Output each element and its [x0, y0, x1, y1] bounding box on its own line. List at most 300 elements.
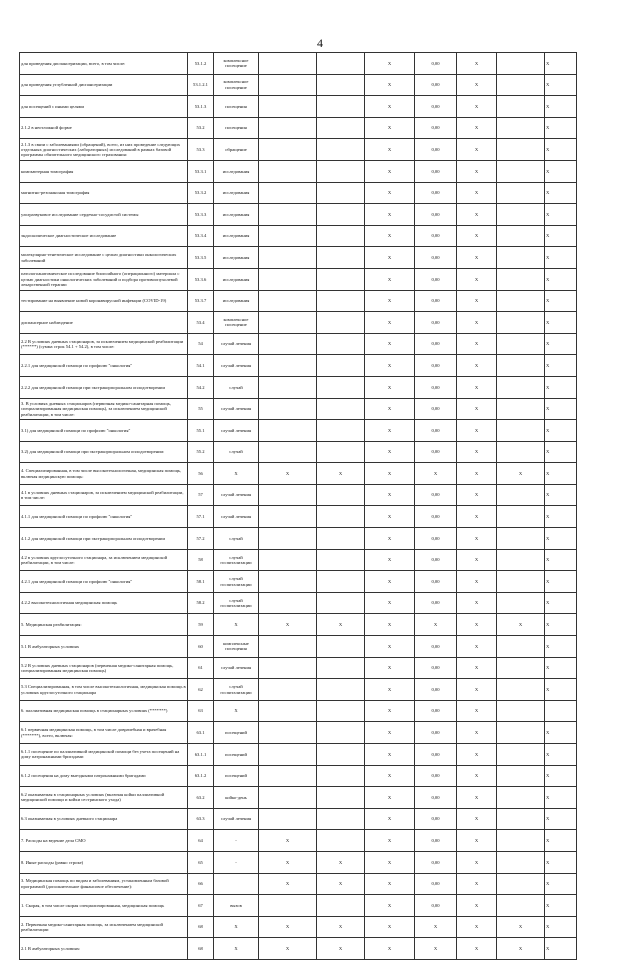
row-col7-cell: 0,00: [415, 592, 457, 614]
row-col7-cell: 0,00: [415, 851, 457, 873]
row-code-cell: 54.1: [188, 355, 214, 377]
row-col5-cell: X: [317, 873, 365, 895]
row-unit-cell: X: [214, 614, 259, 636]
row-col5-cell: [317, 484, 365, 506]
row-unit-cell: случай лечения: [214, 420, 259, 442]
row-col6-cell: X: [365, 938, 415, 960]
table-row: [20, 571, 577, 593]
row-col7-cell: 0,00: [415, 700, 457, 722]
row-col10-cell: X: [545, 312, 577, 334]
row-code-cell: 58.2: [188, 592, 214, 614]
row-col9-cell: [497, 247, 545, 269]
row-col8-cell: X: [457, 484, 497, 506]
row-name-cell: 4.2.1 для медицинской помощи по профилю "онкология": [20, 571, 188, 593]
row-col7-cell: 0,00: [415, 74, 457, 96]
row-col4-cell: [259, 74, 317, 96]
row-col4-cell: X: [259, 830, 317, 852]
table-row: [20, 787, 577, 809]
row-col4-cell: X: [259, 463, 317, 485]
row-col10-cell: X: [545, 636, 577, 658]
row-col7-cell: 0,00: [415, 679, 457, 701]
row-col5-cell: [317, 225, 365, 247]
row-code-cell: 63.1.2: [188, 765, 214, 787]
row-col4-cell: [259, 225, 317, 247]
row-name-cell: 2.1.2 в неотложной форме: [20, 117, 188, 139]
row-code-cell: 63.3: [188, 808, 214, 830]
row-col4-cell: [259, 333, 317, 355]
row-code-cell: 66: [188, 873, 214, 895]
table-row: [20, 744, 577, 766]
row-col5-cell: [317, 312, 365, 334]
row-col10-cell: X: [545, 139, 577, 161]
row-col4-cell: [259, 117, 317, 139]
row-col9-cell: [497, 528, 545, 550]
row-col9-cell: X: [497, 938, 545, 960]
row-name-cell: 8. Иные расходы (равно строке): [20, 851, 188, 873]
row-code-cell: 53.3.4: [188, 225, 214, 247]
row-col6-cell: X: [365, 53, 415, 75]
row-col4-cell: [259, 787, 317, 809]
row-col7-cell: 0,00: [415, 895, 457, 917]
table-row: [20, 916, 577, 938]
table-row: [20, 700, 577, 722]
table-row: [20, 420, 577, 442]
row-col6-cell: X: [365, 484, 415, 506]
row-col6-cell: X: [365, 506, 415, 528]
row-col9-cell: [497, 592, 545, 614]
row-name-cell: 3.2) для медицинской помощи при экстракорпоральном оплодотворении:: [20, 441, 188, 463]
row-col5-cell: [317, 441, 365, 463]
row-col7-cell: X: [415, 938, 457, 960]
row-col7-cell: 0,00: [415, 160, 457, 182]
row-unit-cell: исследования: [214, 160, 259, 182]
row-col7-cell: 0,00: [415, 225, 457, 247]
row-code-cell: 61: [188, 657, 214, 679]
row-col9-cell: [497, 636, 545, 658]
row-col5-cell: [317, 571, 365, 593]
row-col10-cell: X: [545, 74, 577, 96]
row-col10-cell: X: [545, 895, 577, 917]
row-col9-cell: [497, 549, 545, 571]
row-col5-cell: [317, 182, 365, 204]
row-col5-cell: [317, 290, 365, 312]
row-unit-cell: -: [214, 851, 259, 873]
row-col7-cell: 0,00: [415, 441, 457, 463]
row-code-cell: 64: [188, 830, 214, 852]
row-col4-cell: [259, 484, 317, 506]
row-col5-cell: [317, 549, 365, 571]
row-col9-cell: [497, 787, 545, 809]
row-col7-cell: 0,00: [415, 312, 457, 334]
row-col5-cell: [317, 139, 365, 161]
table-row: [20, 247, 577, 269]
row-code-cell: 53.3.5: [188, 247, 214, 269]
row-unit-cell: случай: [214, 528, 259, 550]
row-col7-cell: 0,00: [415, 528, 457, 550]
row-col8-cell: X: [457, 312, 497, 334]
row-unit-cell: комплексные посещения: [214, 636, 259, 658]
table-row: [20, 679, 577, 701]
row-col9-cell: [497, 765, 545, 787]
row-col6-cell: X: [365, 355, 415, 377]
row-col7-cell: 0,00: [415, 376, 457, 398]
row-col5-cell: [317, 895, 365, 917]
row-name-cell: диспансерное наблюдение: [20, 312, 188, 334]
row-col4-cell: [259, 744, 317, 766]
row-col9-cell: [497, 312, 545, 334]
row-col7-cell: 0,00: [415, 247, 457, 269]
row-unit-cell: обращение: [214, 139, 259, 161]
row-unit-cell: случай лечения: [214, 333, 259, 355]
row-col6-cell: X: [365, 700, 415, 722]
row-col6-cell: X: [365, 247, 415, 269]
table-row: [20, 160, 577, 182]
row-unit-cell: случай лечения: [214, 808, 259, 830]
row-name-cell: 6. паллиативная медицинская помощь в стационарных условиях (*******): [20, 700, 188, 722]
row-col5-cell: [317, 333, 365, 355]
table-row: [20, 139, 577, 161]
row-col8-cell: X: [457, 938, 497, 960]
row-col8-cell: X: [457, 700, 497, 722]
row-code-cell: 62: [188, 679, 214, 701]
row-unit-cell: случай лечения: [214, 657, 259, 679]
row-unit-cell: случай: [214, 441, 259, 463]
row-col7-cell: 0,00: [415, 722, 457, 744]
row-col6-cell: X: [365, 765, 415, 787]
row-col8-cell: X: [457, 160, 497, 182]
row-code-cell: 65: [188, 851, 214, 873]
row-col10-cell: X: [545, 830, 577, 852]
row-col8-cell: X: [457, 808, 497, 830]
row-col8-cell: X: [457, 74, 497, 96]
row-code-cell: 60: [188, 636, 214, 658]
row-col10-cell: X: [545, 333, 577, 355]
row-col7-cell: 0,00: [415, 787, 457, 809]
row-col8-cell: X: [457, 744, 497, 766]
row-name-cell: 6.2 оказываемая в стационарных условиях (включая койки паллиативной медицинской помощи и койки сестринского ухода): [20, 787, 188, 809]
row-col9-cell: [497, 376, 545, 398]
row-col10-cell: X: [545, 916, 577, 938]
row-col4-cell: [259, 247, 317, 269]
row-unit-cell: исследования: [214, 268, 259, 290]
row-code-cell: 53.3: [188, 139, 214, 161]
row-name-cell: ультразвуковое исследование сердечно-сосудистой системы: [20, 204, 188, 226]
row-unit-cell: случай лечения: [214, 398, 259, 420]
row-col6-cell: X: [365, 376, 415, 398]
row-col9-cell: [497, 74, 545, 96]
row-col7-cell: 0,00: [415, 204, 457, 226]
row-unit-cell: исследования: [214, 247, 259, 269]
row-col7-cell: 0,00: [415, 53, 457, 75]
row-col7-cell: X: [415, 463, 457, 485]
row-name-cell: 3.1) для медицинской помощи по профилю "онкология": [20, 420, 188, 442]
row-col4-cell: [259, 549, 317, 571]
table-row: [20, 614, 577, 636]
financing-table: [19, 52, 577, 960]
row-col6-cell: X: [365, 592, 415, 614]
row-name-cell: 2.1 В амбулаторных условиях:: [20, 938, 188, 960]
row-col9-cell: X: [497, 614, 545, 636]
row-col8-cell: X: [457, 398, 497, 420]
row-code-cell: 55.1: [188, 420, 214, 442]
table-row: [20, 355, 577, 377]
row-col6-cell: X: [365, 268, 415, 290]
row-name-cell: 6.1.1 посещение по паллиативной медицинской помощи без учета посещений на дому патронажными бригадами: [20, 744, 188, 766]
row-col6-cell: X: [365, 744, 415, 766]
row-col6-cell: X: [365, 117, 415, 139]
row-col5-cell: [317, 657, 365, 679]
row-col10-cell: X: [545, 247, 577, 269]
row-col4-cell: [259, 268, 317, 290]
row-col9-cell: [497, 117, 545, 139]
row-name-cell: эндоскопическое диагностическое исследование: [20, 225, 188, 247]
row-col5-cell: [317, 53, 365, 75]
row-col10-cell: X: [545, 614, 577, 636]
row-unit-cell: исследования: [214, 290, 259, 312]
row-col7-cell: 0,00: [415, 398, 457, 420]
row-col9-cell: [497, 96, 545, 118]
table-row: [20, 873, 577, 895]
row-col8-cell: X: [457, 463, 497, 485]
row-col4-cell: [259, 765, 317, 787]
row-col10-cell: X: [545, 506, 577, 528]
row-name-cell: 4.2.2 высокотехнологичная медицинская помощь: [20, 592, 188, 614]
row-col6-cell: X: [365, 549, 415, 571]
row-code-cell: 56: [188, 463, 214, 485]
row-name-cell: 6.1 первичная медицинская помощь, в том числе доврачебная и врачебная (*******), всего, включая:: [20, 722, 188, 744]
table-row: [20, 117, 577, 139]
row-col8-cell: X: [457, 851, 497, 873]
row-name-cell: 1. Скорая, в том числе скорая специализированная, медицинская помощь: [20, 895, 188, 917]
row-col7-cell: 0,00: [415, 549, 457, 571]
table-row: [20, 204, 577, 226]
row-col4-cell: [259, 398, 317, 420]
row-col10-cell: X: [545, 722, 577, 744]
row-code-cell: 55: [188, 398, 214, 420]
row-col6-cell: X: [365, 571, 415, 593]
table-row: [20, 225, 577, 247]
row-col8-cell: X: [457, 225, 497, 247]
row-unit-cell: вызов: [214, 895, 259, 917]
row-col8-cell: X: [457, 614, 497, 636]
table-row: [20, 506, 577, 528]
row-name-cell: 5. Медицинская реабилитация:: [20, 614, 188, 636]
row-col5-cell: [317, 420, 365, 442]
row-name-cell: 2.2.2 для медицинской помощи при экстракорпоральном оплодотворении: [20, 376, 188, 398]
row-code-cell: 57: [188, 484, 214, 506]
row-col9-cell: [497, 268, 545, 290]
row-col6-cell: X: [365, 74, 415, 96]
row-col6-cell: X: [365, 895, 415, 917]
row-col9-cell: [497, 873, 545, 895]
row-code-cell: 53.3.3: [188, 204, 214, 226]
row-col9-cell: [497, 290, 545, 312]
row-code-cell: 57.1: [188, 506, 214, 528]
row-col6-cell: X: [365, 528, 415, 550]
row-col8-cell: X: [457, 333, 497, 355]
row-col7-cell: 0,00: [415, 420, 457, 442]
table-row: [20, 528, 577, 550]
row-col4-cell: [259, 722, 317, 744]
row-name-cell: тестирование на выявление новой коронавирусной инфекции (COVID-19): [20, 290, 188, 312]
row-name-cell: 3. Медицинская помощь по видам и заболеваниям, установленным базовой программой (дополнительное финансовое обеспечение):: [20, 873, 188, 895]
page-number: 4: [317, 36, 323, 50]
row-unit-cell: посещений: [214, 744, 259, 766]
row-col10-cell: [545, 700, 577, 722]
row-col8-cell: X: [457, 787, 497, 809]
row-col4-cell: X: [259, 916, 317, 938]
row-col4-cell: [259, 204, 317, 226]
row-unit-cell: посещений: [214, 722, 259, 744]
row-unit-cell: X: [214, 938, 259, 960]
table-row: [20, 268, 577, 290]
row-col10-cell: X: [545, 808, 577, 830]
row-col8-cell: X: [457, 268, 497, 290]
row-code-cell: 63.1: [188, 722, 214, 744]
row-col6-cell: X: [365, 441, 415, 463]
table-row: [20, 636, 577, 658]
row-unit-cell: X: [214, 700, 259, 722]
row-col4-cell: [259, 700, 317, 722]
row-col4-cell: [259, 506, 317, 528]
row-col10-cell: X: [545, 938, 577, 960]
row-col7-cell: 0,00: [415, 873, 457, 895]
row-code-cell: 53.3.1: [188, 160, 214, 182]
row-col6-cell: X: [365, 808, 415, 830]
row-col4-cell: [259, 53, 317, 75]
row-name-cell: 5.1 В амбулаторных условиях: [20, 636, 188, 658]
row-name-cell: 4.1 в условиях дневных стационаров, за исключением медицинской реабилитации, в том числе:: [20, 484, 188, 506]
row-col10-cell: X: [545, 204, 577, 226]
row-col5-cell: [317, 355, 365, 377]
row-col7-cell: 0,00: [415, 744, 457, 766]
row-unit-cell: комплексное посещение: [214, 312, 259, 334]
row-col5-cell: X: [317, 463, 365, 485]
row-col8-cell: X: [457, 355, 497, 377]
row-col4-cell: X: [259, 851, 317, 873]
row-code-cell: 58: [188, 549, 214, 571]
row-col7-cell: 0,00: [415, 636, 457, 658]
row-col10-cell: X: [545, 592, 577, 614]
row-name-cell: 2.2.1 для медицинской помощи по профилю "онкология": [20, 355, 188, 377]
row-col10-cell: X: [545, 117, 577, 139]
row-col4-cell: [259, 679, 317, 701]
row-col5-cell: [317, 117, 365, 139]
row-code-cell: 53.2: [188, 117, 214, 139]
row-col6-cell: X: [365, 290, 415, 312]
row-col6-cell: X: [365, 851, 415, 873]
row-col7-cell: 0,00: [415, 571, 457, 593]
row-col6-cell: X: [365, 420, 415, 442]
row-name-cell: 2.2 В условиях дневных стационаров, за исключением медицинской реабилитации (******) (сумма строк 54.1 + 54.2), в том числе:: [20, 333, 188, 355]
row-col9-cell: [497, 744, 545, 766]
row-name-cell: 4. Специализированная, в том числе высокотехнологичная, медицинская помощь, включая медицинскую помощь:: [20, 463, 188, 485]
row-col7-cell: 0,00: [415, 808, 457, 830]
row-col9-cell: [497, 204, 545, 226]
row-col8-cell: X: [457, 53, 497, 75]
row-col9-cell: [497, 160, 545, 182]
row-col8-cell: X: [457, 441, 497, 463]
row-col8-cell: X: [457, 247, 497, 269]
table-row: [20, 938, 577, 960]
row-col10-cell: X: [545, 528, 577, 550]
row-col10-cell: X: [545, 96, 577, 118]
row-unit-cell: X: [214, 916, 259, 938]
row-col8-cell: X: [457, 204, 497, 226]
row-col10-cell: X: [545, 765, 577, 787]
row-col9-cell: [497, 571, 545, 593]
table-row: [20, 722, 577, 744]
row-col9-cell: [497, 895, 545, 917]
row-col6-cell: X: [365, 722, 415, 744]
row-col5-cell: [317, 765, 365, 787]
row-unit-cell: посещений: [214, 765, 259, 787]
row-code-cell: 53.1.3: [188, 96, 214, 118]
row-col4-cell: [259, 160, 317, 182]
row-col9-cell: X: [497, 916, 545, 938]
row-col9-cell: [497, 441, 545, 463]
row-col10-cell: X: [545, 744, 577, 766]
row-col4-cell: [259, 808, 317, 830]
row-col8-cell: X: [457, 290, 497, 312]
row-col5-cell: [317, 528, 365, 550]
row-code-cell: 58.1: [188, 571, 214, 593]
row-code-cell: 53.3.7: [188, 290, 214, 312]
row-unit-cell: исследования: [214, 225, 259, 247]
row-code-cell: 59: [188, 614, 214, 636]
row-unit-cell: исследования: [214, 204, 259, 226]
row-col8-cell: X: [457, 549, 497, 571]
row-col5-cell: X: [317, 851, 365, 873]
row-col10-cell: X: [545, 657, 577, 679]
row-col5-cell: [317, 160, 365, 182]
row-col4-cell: [259, 895, 317, 917]
row-col8-cell: X: [457, 506, 497, 528]
table-row: [20, 592, 577, 614]
row-col4-cell: X: [259, 938, 317, 960]
table-row: [20, 74, 577, 96]
row-col9-cell: [497, 679, 545, 701]
row-col9-cell: [497, 506, 545, 528]
row-col4-cell: [259, 290, 317, 312]
row-code-cell: 54.2: [188, 376, 214, 398]
row-unit-cell: случай госпитализации: [214, 549, 259, 571]
row-code-cell: 63.1.1: [188, 744, 214, 766]
row-col8-cell: X: [457, 96, 497, 118]
row-col6-cell: X: [365, 830, 415, 852]
row-col10-cell: X: [545, 463, 577, 485]
row-col10-cell: X: [545, 484, 577, 506]
row-col6-cell: X: [365, 398, 415, 420]
row-unit-cell: комплексное посещение: [214, 74, 259, 96]
row-unit-cell: случай госпитализации: [214, 679, 259, 701]
row-col4-cell: [259, 355, 317, 377]
row-col8-cell: X: [457, 679, 497, 701]
row-col5-cell: X: [317, 938, 365, 960]
row-col6-cell: X: [365, 657, 415, 679]
row-col8-cell: X: [457, 636, 497, 658]
row-col8-cell: X: [457, 420, 497, 442]
row-col6-cell: X: [365, 679, 415, 701]
row-code-cell: 63: [188, 700, 214, 722]
row-col8-cell: X: [457, 376, 497, 398]
row-name-cell: молекулярно-генетическое исследование с целью диагностики онкологических заболеваний: [20, 247, 188, 269]
row-name-cell: компьютерная томография: [20, 160, 188, 182]
row-col4-cell: [259, 376, 317, 398]
row-code-cell: 67: [188, 895, 214, 917]
row-col7-cell: 0,00: [415, 657, 457, 679]
row-code-cell: 53.3.6: [188, 268, 214, 290]
